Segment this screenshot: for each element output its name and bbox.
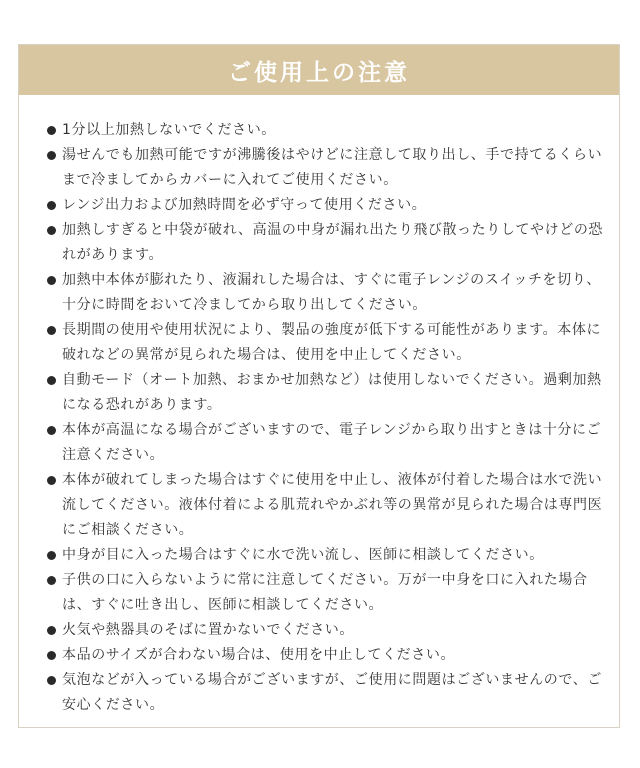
bullet-icon — [47, 376, 56, 385]
caution-item — [47, 468, 607, 543]
caution-item — [47, 368, 607, 418]
caution-text: 長期間の使用や使用状況により、製品の強度が低下する可能性があります。本体に破れなどの異常が見られた場合は、使用を中止してください。 — [62, 322, 602, 363]
page-title: ご使用上の注意 — [228, 59, 410, 86]
bullet-icon — [47, 426, 56, 435]
caution-item — [47, 543, 607, 568]
bullet-icon — [47, 326, 56, 335]
bullet-icon — [47, 276, 56, 285]
caution-item — [47, 118, 607, 143]
caution-item — [47, 618, 607, 643]
caution-list — [47, 118, 607, 718]
caution-text: 加熱中本体が膨れたり、液漏れした場合は、すぐに電子レンジのスイッチを切り、十分に時間をおいて冷ましてから取り出してください。 — [62, 272, 601, 313]
caution-panel — [18, 44, 620, 728]
caution-item — [47, 418, 607, 468]
bullet-icon — [47, 476, 56, 485]
caution-text: 火気や熱器具のそばに置かないでください。 — [62, 622, 354, 638]
bullet-icon — [47, 551, 56, 560]
caution-item — [47, 218, 607, 268]
caution-item — [47, 268, 607, 318]
caution-item — [47, 318, 607, 368]
caution-item — [47, 668, 607, 718]
caution-item — [47, 568, 607, 618]
caution-text: 子供の口に入らないように常に注意してください。万が一中身を口に入れた場合は、すぐに吐き出し、医師に相談してください。 — [62, 572, 588, 613]
caution-text: 中身が目に入った場合はすぐに水で洗い流し、医師に相談してください。 — [62, 547, 544, 563]
bullet-icon — [47, 676, 56, 685]
caution-text: 本品のサイズが合わない場合は、使用を中止してください。 — [62, 647, 456, 663]
caution-text: 1分以上加熱しないでください。 — [62, 122, 276, 138]
bullet-icon — [47, 151, 56, 160]
bullet-icon — [47, 126, 56, 135]
caution-item — [47, 143, 607, 193]
caution-text: レンジ出力および加熱時間を必ず守って使用ください。 — [62, 197, 427, 213]
caution-text: 本体が高温になる場合がございますので、電子レンジから取り出すときは十分にご注意ください。 — [62, 422, 602, 463]
caution-item — [47, 193, 607, 218]
caution-text: 本体が破れてしまった場合はすぐに使用を中止し、液体が付着した場合は水で洗い流してください。液体付着による肌荒れやかぶれ等の異常が見られた場合は専門医にご相談ください。 — [62, 472, 603, 538]
caution-item — [47, 643, 607, 668]
caution-text: 気泡などが入っている場合がございますが、ご使用に問題はございませんので、ご安心ください。 — [62, 672, 602, 713]
bullet-icon — [47, 201, 56, 210]
caution-text: 加熱しすぎると中袋が破れ、高温の中身が漏れ出たり飛び散ったりしてやけどの恐れがあります。 — [62, 222, 604, 263]
bullet-icon — [47, 626, 56, 635]
bullet-icon — [47, 651, 56, 660]
caution-text: 自動モード（オート加熱、おまかせ加熱など）は使用しないでください。過剰加熱になる恐れがあります。 — [62, 372, 602, 413]
bullet-icon — [47, 576, 56, 585]
bullet-icon — [47, 226, 56, 235]
title-banner — [19, 45, 619, 95]
caution-text: 湯せんでも加熱可能ですが沸騰後はやけどに注意して取り出し、手で持てるくらいまで冷ましてからカバーに入れてご使用ください。 — [62, 147, 603, 188]
